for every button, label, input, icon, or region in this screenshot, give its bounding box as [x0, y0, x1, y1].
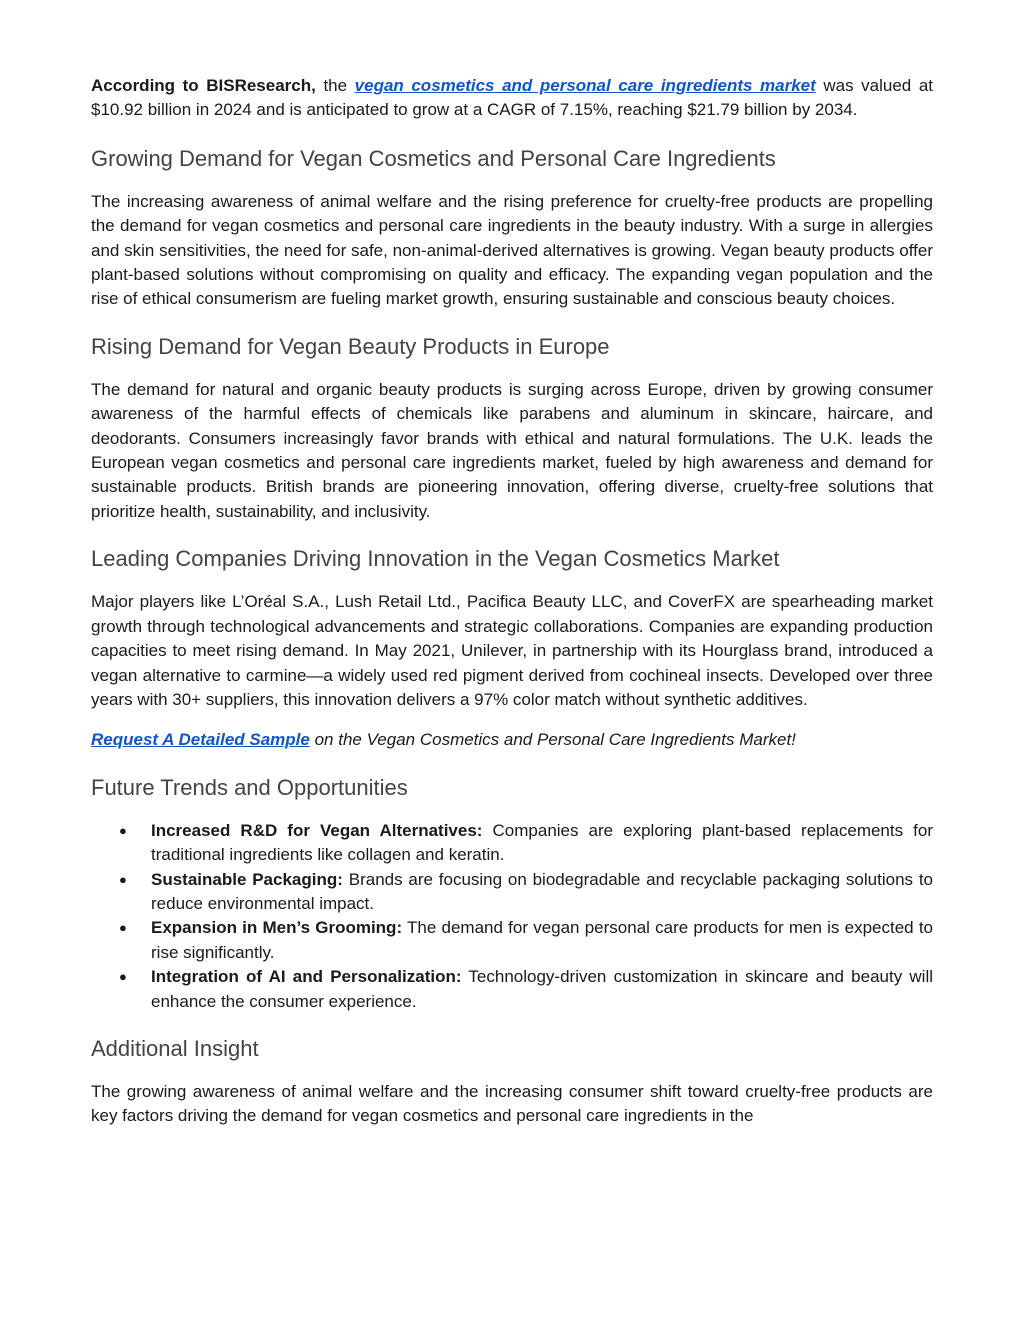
trend-title: Sustainable Packaging: — [151, 869, 343, 889]
sample-request-line — [91, 728, 933, 752]
trend-text: Companies are exploring plant-based replacements for traditional ingredients like collagen and keratin. — [151, 820, 933, 865]
sample-request-text: on the Vegan Cosmetics and Personal Care Ingredients Market! — [314, 730, 796, 750]
trend-title: Expansion in Men’s Grooming: — [151, 918, 403, 938]
request-sample-link[interactable]: Request A Detailed Sample — [91, 730, 310, 750]
section-heading-growing-demand: Growing Demand for Vegan Cosmetics and Personal Care Ingredients — [91, 145, 776, 171]
section-body-growing-demand: The increasing awareness of animal welfare and the rising preference for cruelty-free products are propelling the demand for vegan cosmetics and personal care ingredients in the beauty industry. With a surge in allergies and skin sensitivities, the need for safe, non-animal-derived alternatives is growing. Vegan beauty products offer plant-based solutions without compromising on quality and efficacy. The expanding vegan population and the rise of ethical consumerism are fueling market growth, ensuring sustainable and conscious beauty choices. — [91, 191, 933, 309]
section-heading-additional-insight: Additional Insight — [91, 1035, 259, 1061]
bullet-icon: ● — [119, 871, 127, 887]
section-body-additional-insight: The growing awareness of animal welfare and the increasing consumer shift toward cruelty-free products are key factors driving the demand for vegan cosmetics and personal care ingredients in the — [91, 1081, 933, 1126]
section-body-europe: The demand for natural and organic beauty products is surging across Europe, driven by growing consumer awareness of the harmful effects of chemicals like parabens and aluminum in skincare, haircare, and deodorants. Consumers increasingly favor brands with ethical and natural formulations. The U.K. leads the European vegan cosmetics and personal care ingredients market, fueled by high awareness and demand for sustainable products. British brands are pioneering innovation, offering diverse, cruelty-free solutions that prioritize health, sustainability, and inclusivity. — [91, 379, 933, 521]
section-heading-future-trends: Future Trends and Opportunities — [91, 774, 408, 800]
market-report-link[interactable]: vegan cosmetics and personal care ingredients market — [354, 76, 816, 95]
list-item — [91, 819, 933, 868]
list-item — [91, 965, 933, 1014]
trend-title: Increased R&D for Vegan Alternatives: — [151, 820, 483, 840]
trend-text: Technology-driven customization in skincare and beauty will enhance the consumer experience. — [151, 967, 933, 1011]
section-body-leading-companies: Major players like L’Oréal S.A., Lush Retail Ltd., Pacifica Beauty LLC, and CoverFX are spearheading market growth through technological advancements and strategic collaborations. Companies are expanding production capacities to meet rising demand. In May 2021, Unilever, in partnership with its Hourglass brand, introduced a vegan alternative to carmine—a widely used red pigment derived from cochineal insects. Developed over three years with 30+ suppliers, this innovation delivers a 97% color match without synthetic additives. — [91, 592, 933, 709]
intro-paragraph — [91, 74, 933, 123]
list-item — [91, 916, 933, 965]
trend-text: Brands are focusing on biodegradable and recyclable packaging solutions to reduce environmental impact. — [151, 869, 934, 913]
trend-text: The demand for vegan personal care products for men is expected to rise significantly. — [151, 918, 933, 962]
section-heading-europe: Rising Demand for Vegan Beauty Products in Europe — [91, 333, 610, 359]
bullet-icon: ● — [119, 969, 127, 985]
document-page — [91, 74, 933, 1129]
section-heading-leading-companies: Leading Companies Driving Innovation in the Vegan Cosmetics Market — [91, 546, 780, 572]
intro-text-before-link: the — [323, 76, 348, 95]
bullet-icon: ● — [119, 920, 127, 936]
intro-text-after-link: was valued at $10.92 billion in 2024 and is anticipated to grow at a CAGR of 7.15%, reaching $21.79 billion by 2034. — [91, 76, 933, 120]
source-label: According to BISResearch, — [91, 76, 316, 95]
trend-title: Integration of AI and Personalization: — [151, 967, 462, 987]
bullet-icon: ● — [119, 822, 127, 838]
trends-list — [91, 819, 933, 1014]
list-item — [91, 868, 933, 917]
